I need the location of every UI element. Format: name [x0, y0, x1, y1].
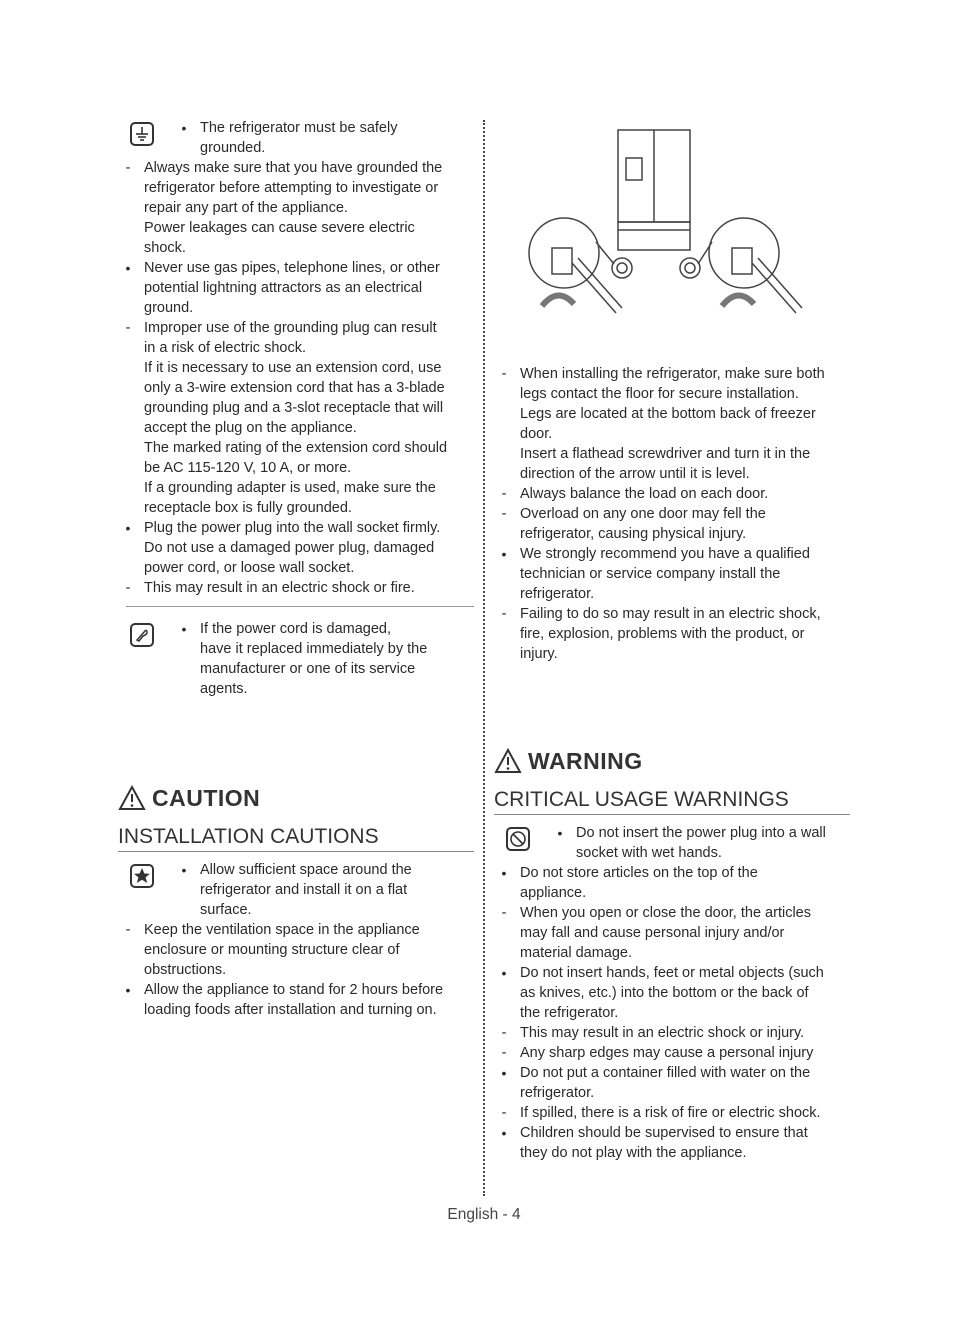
dash-marker: -	[125, 580, 131, 596]
line-text: refrigerator and install it on a flat	[200, 882, 408, 898]
service-section	[118, 619, 474, 699]
text-line	[118, 679, 474, 699]
line-text: Plug the power plug into the wall socket firmly.	[144, 520, 441, 536]
critical-usage-warnings-title: CRITICAL USAGE WARNINGS	[494, 788, 850, 815]
line-text: accept the plug on the appliance.	[144, 420, 357, 436]
bullet-marker: •	[501, 546, 507, 562]
text-line	[118, 558, 474, 578]
text-line	[494, 863, 850, 883]
leveling-legs-illustration	[494, 118, 850, 358]
dash-marker: -	[125, 320, 131, 336]
text-line	[118, 398, 474, 418]
text-line	[118, 358, 474, 378]
right-column	[494, 118, 850, 1163]
bullet-marker: •	[557, 825, 563, 841]
text-line	[494, 943, 850, 963]
text-line	[118, 900, 474, 920]
line-text: If the power cord is damaged,	[200, 621, 392, 637]
text-line	[118, 1000, 474, 1020]
line-text: Do not use a damaged power plug, damaged	[144, 540, 435, 556]
page-footer: English - 4	[447, 1206, 521, 1223]
text-line	[118, 438, 474, 458]
line-text: loading foods after installation and turning on.	[144, 1002, 437, 1018]
text-line	[118, 318, 474, 338]
bullet-marker: •	[125, 520, 131, 536]
line-text: repair any part of the appliance.	[144, 200, 348, 216]
text-line	[494, 983, 850, 1003]
text-line	[118, 518, 474, 538]
section-divider	[126, 606, 474, 607]
text-line	[494, 1023, 850, 1043]
dash-marker: -	[501, 1025, 507, 1041]
warning-triangle-icon	[118, 785, 146, 811]
caution-label: CAUTION	[152, 784, 261, 811]
line-text: enclosure or mounting structure clear of	[144, 942, 400, 958]
text-line	[118, 338, 474, 358]
line-text: The marked rating of the extension cord should	[144, 440, 448, 456]
text-line	[118, 278, 474, 298]
dash-marker: -	[501, 1105, 507, 1121]
caution-heading	[118, 781, 474, 815]
line-text: injury.	[520, 646, 558, 662]
text-line	[494, 544, 850, 564]
text-line	[118, 218, 474, 238]
text-line	[118, 478, 474, 498]
text-line	[118, 960, 474, 980]
text-line	[118, 940, 474, 960]
line-text: in a risk of electric shock.	[144, 340, 306, 356]
line-text: When you open or close the door, the articles	[520, 905, 811, 921]
text-line	[494, 963, 850, 983]
text-line	[494, 624, 850, 644]
column-divider	[483, 120, 485, 1196]
line-text: If spilled, there is a risk of fire or electric shock.	[520, 1105, 821, 1121]
line-text: Keep the ventilation space in the appliance	[144, 922, 420, 938]
line-text: agents.	[200, 681, 248, 697]
text-line	[118, 158, 474, 178]
dash-marker: -	[501, 1045, 507, 1061]
dash-marker: -	[125, 160, 131, 176]
text-line	[494, 883, 850, 903]
text-line	[494, 923, 850, 943]
line-text: appliance.	[520, 885, 587, 901]
line-text: technician or service company install the	[520, 566, 781, 582]
text-line	[118, 639, 474, 659]
bullet-marker: •	[181, 862, 187, 878]
text-line	[494, 564, 850, 584]
line-text: Do not insert hands, feet or metal objects (such	[520, 965, 824, 981]
line-text: Failing to do so may result in an electric shock,	[520, 606, 821, 622]
text-line	[118, 980, 474, 1000]
text-line	[494, 424, 850, 444]
line-text: may fall and cause personal injury and/or	[520, 925, 785, 941]
text-line	[118, 258, 474, 278]
text-line	[118, 498, 474, 518]
leveling-text	[494, 364, 850, 664]
line-text: Always balance the load on each door.	[520, 486, 769, 502]
dash-marker: -	[125, 922, 131, 938]
text-line	[494, 524, 850, 544]
left-column	[118, 118, 474, 1020]
line-text: door.	[520, 426, 553, 442]
text-line	[494, 604, 850, 624]
text-line	[118, 178, 474, 198]
line-text: Power leakages can cause severe electric	[144, 220, 415, 236]
line-text: Allow sufficient space around the	[200, 862, 412, 878]
line-text: only a 3-wire extension cord that has a 3-blade	[144, 380, 445, 396]
dash-marker: -	[501, 366, 507, 382]
line-text: Improper use of the grounding plug can result	[144, 320, 437, 336]
line-text: have it replaced immediately by the	[200, 641, 428, 657]
line-text: ground.	[144, 300, 194, 316]
text-line	[118, 418, 474, 438]
line-text: This may result in an electric shock or fire.	[144, 580, 415, 596]
line-text: surface.	[200, 902, 252, 918]
line-text: Never use gas pipes, telephone lines, or other	[144, 260, 440, 276]
text-line	[494, 644, 850, 664]
usage-text	[494, 823, 850, 1163]
bullet-marker: •	[501, 1065, 507, 1081]
line-text: receptacle box is fully grounded.	[144, 500, 352, 516]
line-text: This may result in an electric shock or injury.	[520, 1025, 805, 1041]
line-text: grounded.	[200, 140, 266, 156]
installation-section	[118, 860, 474, 1020]
line-text: obstructions.	[144, 962, 227, 978]
text-line	[118, 138, 474, 158]
warning-label: WARNING	[528, 747, 643, 774]
line-text: socket with wet hands.	[576, 845, 722, 861]
line-text: legs contact the floor for secure installation.	[520, 386, 799, 402]
text-line	[494, 1003, 850, 1023]
text-line	[118, 920, 474, 940]
text-line	[494, 1043, 850, 1063]
warning-triangle-icon	[494, 748, 522, 774]
text-line	[494, 444, 850, 464]
text-line	[494, 1083, 850, 1103]
text-line	[118, 880, 474, 900]
line-text: When installing the refrigerator, make sure both	[520, 366, 825, 382]
line-text: the refrigerator.	[520, 1005, 619, 1021]
text-line	[494, 1103, 850, 1123]
dash-marker: -	[501, 905, 507, 921]
text-line	[118, 860, 474, 880]
line-text: Overload on any one door may fell the	[520, 506, 766, 522]
text-line	[494, 464, 850, 484]
bullet-marker: •	[501, 965, 507, 981]
text-line	[494, 364, 850, 384]
line-text: as knives, etc.) into the bottom or the back of	[520, 985, 809, 1001]
line-text: refrigerator.	[520, 1085, 595, 1101]
dash-marker: -	[501, 486, 507, 502]
grounding-text	[118, 118, 474, 598]
text-line	[494, 843, 850, 863]
bullet-marker: •	[125, 982, 131, 998]
line-text: manufacturer or one of its service	[200, 661, 416, 677]
text-line	[118, 458, 474, 478]
service-text	[118, 619, 474, 699]
line-text: refrigerator, causing physical injury.	[520, 526, 747, 542]
line-text: refrigerator before attempting to investigate or	[144, 180, 439, 196]
text-line	[118, 538, 474, 558]
text-line	[494, 903, 850, 923]
installation-cautions-title: INSTALLATION CAUTIONS	[118, 825, 474, 852]
line-text: Do not put a container filled with water on the	[520, 1065, 811, 1081]
text-line	[118, 118, 474, 138]
line-text: grounding plug and a 3-slot receptacle that will	[144, 400, 444, 416]
installation-text	[118, 860, 474, 1020]
text-line	[494, 484, 850, 504]
dash-marker: -	[501, 506, 507, 522]
text-line	[118, 238, 474, 258]
line-text: fire, explosion, problems with the product, or	[520, 626, 805, 642]
text-line	[494, 384, 850, 404]
text-line	[494, 504, 850, 524]
text-line	[118, 378, 474, 398]
text-line	[118, 198, 474, 218]
line-text: Do not store articles on the top of the	[520, 865, 758, 881]
line-text: Children should be supervised to ensure that	[520, 1125, 808, 1141]
line-text: If it is necessary to use an extension cord, use	[144, 360, 442, 376]
leveling-section	[494, 364, 850, 664]
line-text: Always make sure that you have grounded the	[144, 160, 443, 176]
text-line	[118, 298, 474, 318]
text-line	[118, 659, 474, 679]
dash-marker: -	[501, 606, 507, 622]
grounding-section	[118, 118, 474, 598]
line-text: Allow the appliance to stand for 2 hours before	[144, 982, 444, 998]
line-text: power cord, or loose wall socket.	[144, 560, 355, 576]
bullet-marker: •	[125, 260, 131, 276]
line-text: The refrigerator must be safely	[200, 120, 398, 136]
bullet-marker: •	[501, 1125, 507, 1141]
line-text: We strongly recommend you have a qualified	[520, 546, 810, 562]
bullet-marker: •	[181, 621, 187, 637]
text-line	[494, 823, 850, 843]
text-line	[494, 1063, 850, 1083]
line-text: material damage.	[520, 945, 633, 961]
text-line	[494, 1143, 850, 1163]
usage-section	[494, 823, 850, 1163]
line-text: shock.	[144, 240, 186, 256]
line-text: refrigerator.	[520, 586, 595, 602]
line-text: If a grounding adapter is used, make sure the	[144, 480, 436, 496]
text-line	[118, 578, 474, 598]
line-text: direction of the arrow until it is level.	[520, 466, 750, 482]
line-text: Any sharp edges may cause a personal injury	[520, 1045, 814, 1061]
line-text: Insert a flathead screwdriver and turn it in the	[520, 446, 811, 462]
line-text: Legs are located at the bottom back of freezer	[520, 406, 816, 422]
warning-heading	[494, 744, 850, 778]
line-text: potential lightning attractors as an electrical	[144, 280, 423, 296]
text-line	[494, 404, 850, 424]
text-line	[118, 619, 474, 639]
line-text: they do not play with the appliance.	[520, 1145, 747, 1161]
text-line	[494, 1123, 850, 1143]
line-text: be AC 115-120 V, 10 A, or more.	[144, 460, 352, 476]
bullet-marker: •	[501, 865, 507, 881]
text-line	[494, 584, 850, 604]
bullet-marker: •	[181, 120, 187, 136]
line-text: Do not insert the power plug into a wall	[576, 825, 826, 841]
